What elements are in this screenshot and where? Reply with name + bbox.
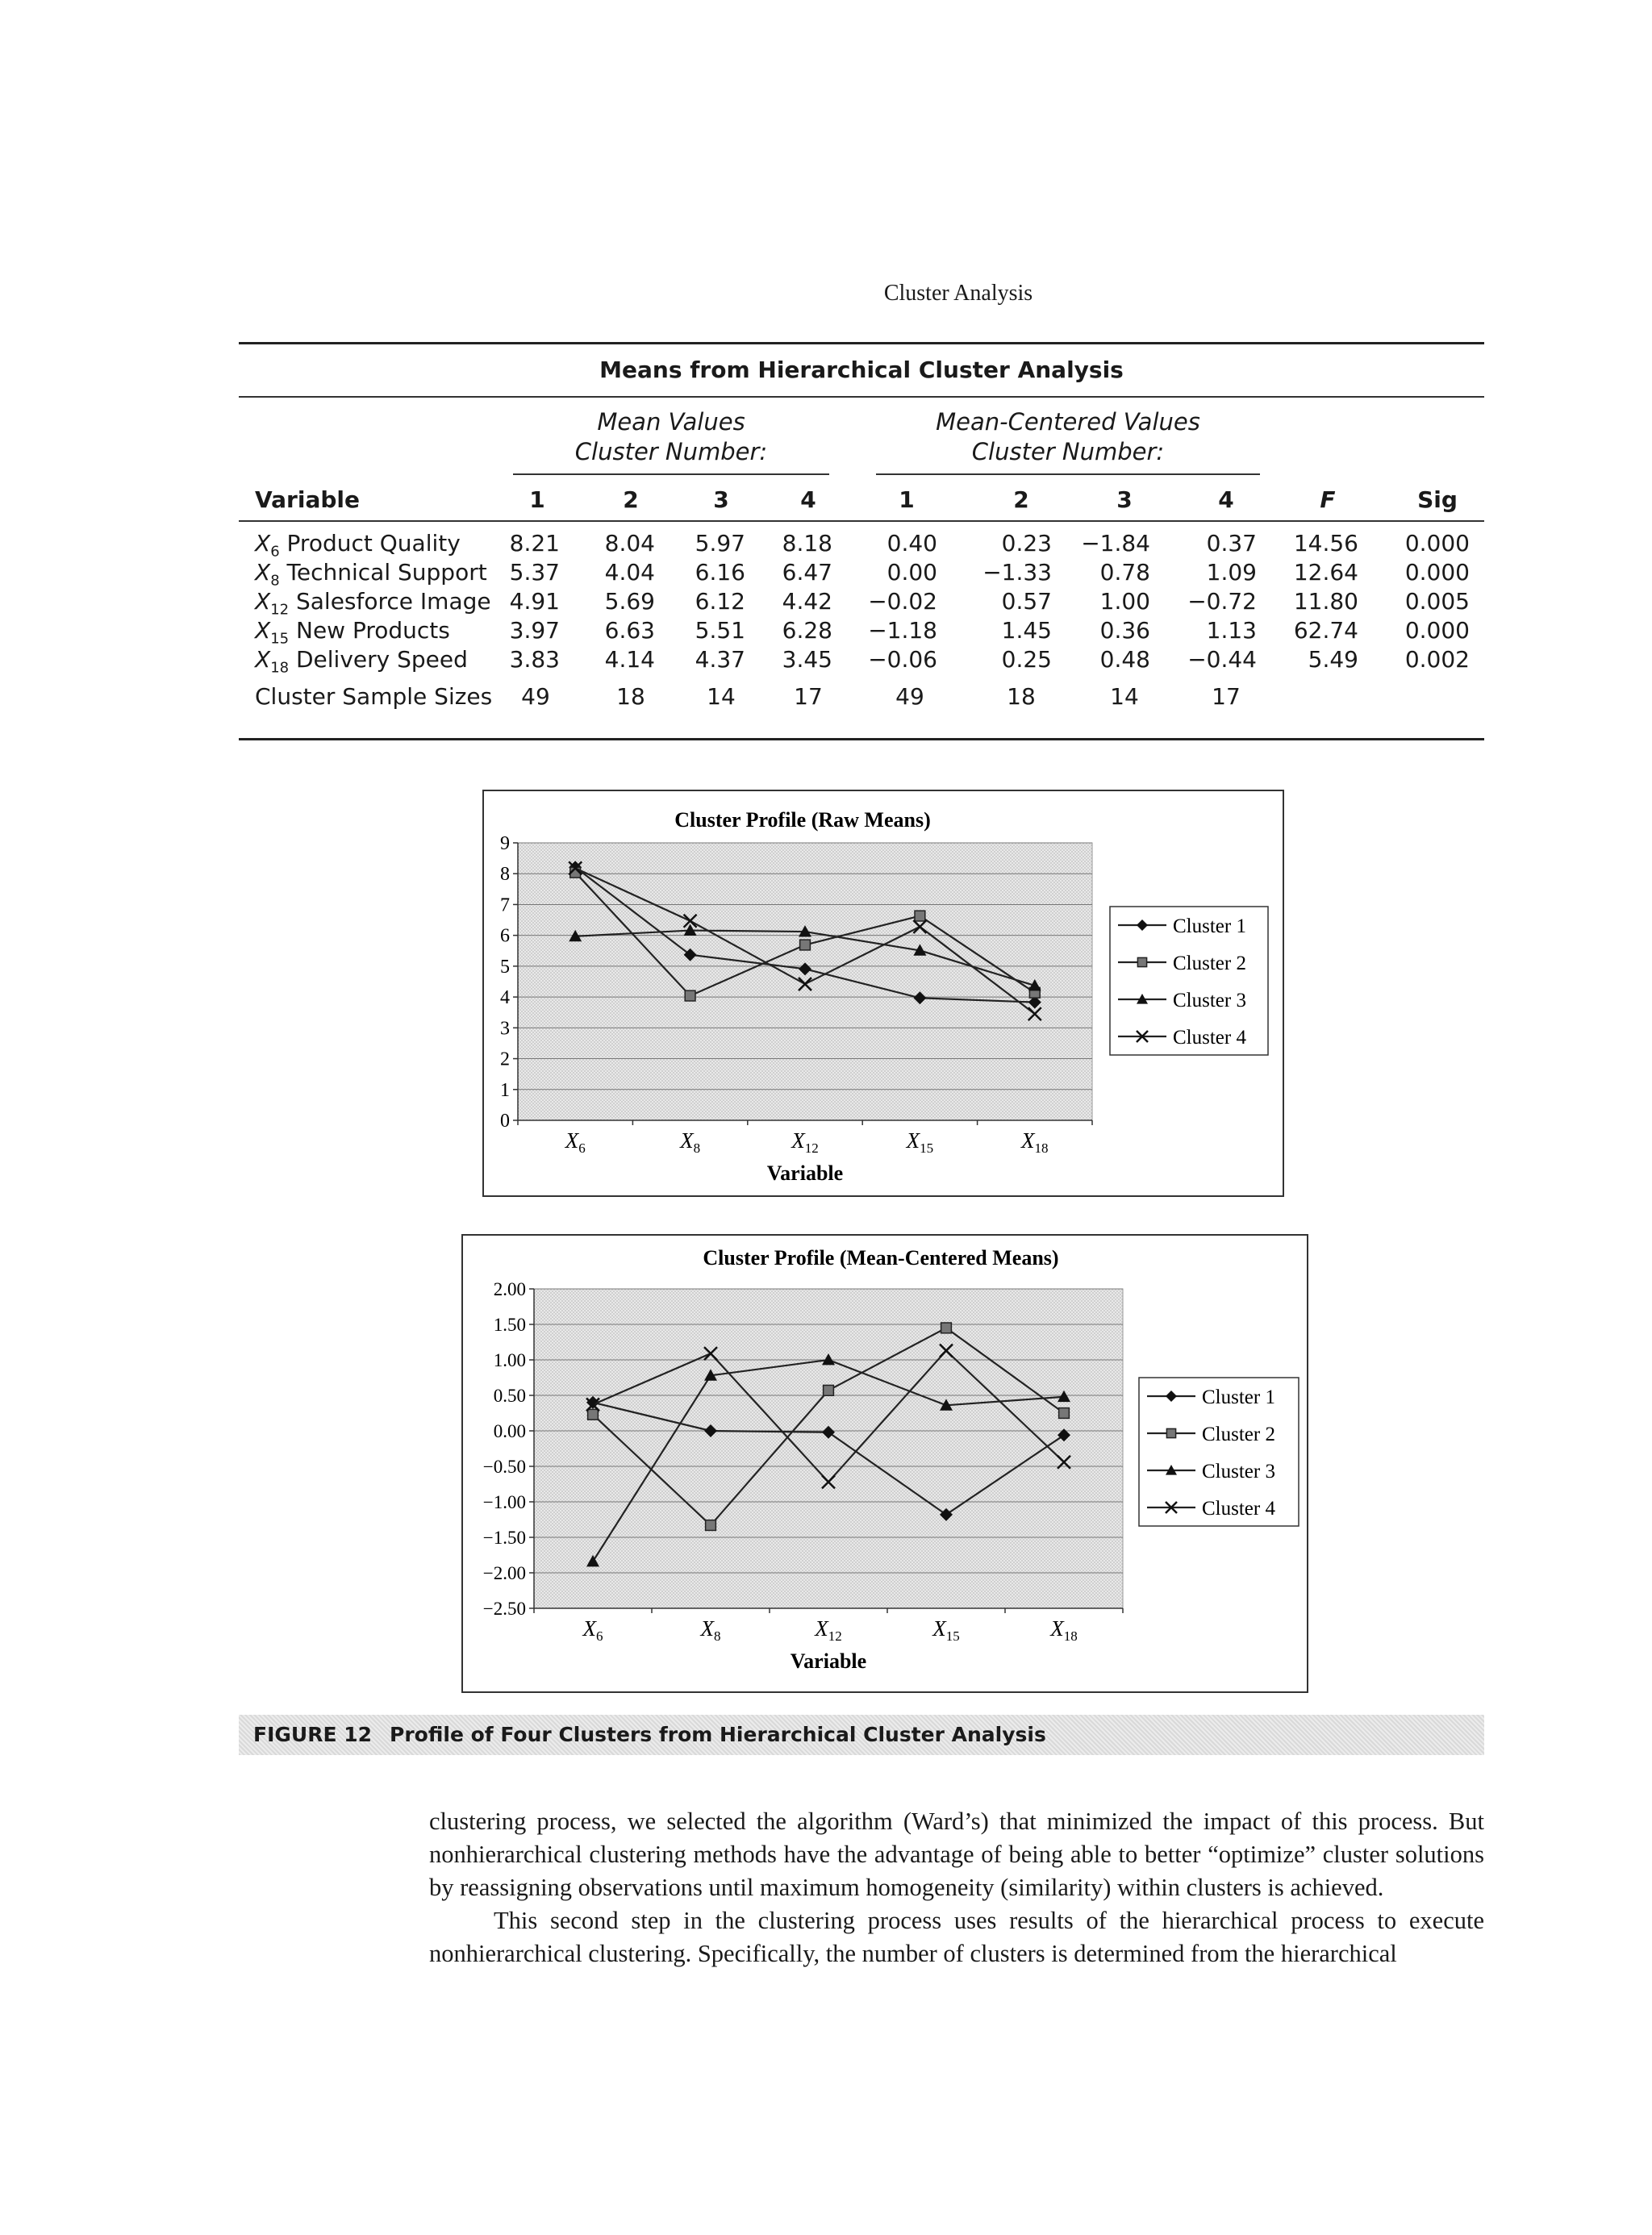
var-symbol: X (255, 588, 271, 615)
table-cell: 4.04 (604, 559, 655, 586)
x-axis-label: Variable (766, 1161, 844, 1185)
y-tick-label: −1.50 (482, 1528, 526, 1548)
y-tick-label: −2.50 (482, 1599, 526, 1619)
legend-label: Cluster 2 (1173, 953, 1246, 974)
table-cell: 1.00 (1099, 588, 1150, 615)
y-tick-label: 0 (500, 1111, 510, 1132)
raw-means-chart-svg (484, 791, 1283, 1195)
header-cell: F (1320, 486, 1336, 513)
x-label-subscript: 8 (693, 1140, 701, 1156)
var-symbol: X (255, 530, 271, 557)
x-tick-label (679, 1128, 700, 1156)
table-cell: 0.40 (886, 530, 937, 557)
y-tick-label: 1.00 (493, 1350, 526, 1370)
figure-caption: Profile of Four Clusters from Hierarchical Cluster Analysis (390, 1723, 1046, 1746)
table-cell: 6.16 (695, 559, 745, 586)
table-cell: 5.49 (1308, 646, 1358, 673)
table-cell: 6.28 (782, 617, 832, 644)
y-tick-label: 0.00 (493, 1421, 526, 1441)
y-tick-label: 7 (500, 894, 510, 916)
x-tick-label (582, 1616, 603, 1644)
table-cell: −0.44 (1187, 646, 1257, 673)
sample-size-cell: 14 (1110, 683, 1139, 710)
table-cell: 4.42 (782, 588, 832, 615)
table-cell: 0.000 (1404, 617, 1470, 644)
x-label-subscript: 18 (1063, 1628, 1078, 1644)
table-cell: 0.000 (1404, 559, 1470, 586)
table-cell: 4.14 (604, 646, 655, 673)
table-cell: 0.57 (1001, 588, 1052, 615)
group-label-line1: Mean-Centered Values (936, 408, 1200, 436)
table-group-header (239, 398, 1484, 486)
square-marker (588, 1409, 599, 1420)
table-cell: 4.37 (695, 646, 745, 673)
table-cell: 5.69 (604, 588, 655, 615)
table-cell: 3.83 (509, 646, 560, 673)
header-cell: 2 (1013, 486, 1029, 513)
legend-label: Cluster 3 (1173, 990, 1246, 1011)
var-subscript: 18 (270, 659, 290, 677)
figure-label: FIGURE 12 (253, 1723, 373, 1746)
sample-size-cell: 17 (1212, 683, 1241, 710)
group-label-line1: Mean Values (597, 408, 745, 436)
table-cell: 62.74 (1293, 617, 1358, 644)
legend-label: Cluster 3 (1202, 1461, 1275, 1482)
table-cell: 3.45 (782, 646, 832, 673)
x-label-subscript: 18 (1034, 1140, 1049, 1156)
table-cell: 0.25 (1001, 646, 1052, 673)
header-variable: Variable (255, 486, 360, 513)
x-label-subscript: 8 (714, 1628, 721, 1644)
x-label-symbol: X (680, 1128, 694, 1153)
row-variable (255, 617, 450, 648)
var-name: Product Quality (279, 530, 461, 557)
plot-area (534, 1289, 1123, 1608)
var-name: Delivery Speed (289, 646, 468, 673)
paragraph: clustering process, we selected the algorithm (Ward’s) that minimized the impact of this process. But nonhierarchical clustering methods have the advantage of being able to better “optimize” cluster solutions by reassigning observations until maximum homogeneity (similarity) within clusters is achieved. (429, 1808, 1484, 1901)
group-underline (513, 473, 829, 475)
y-tick-label: 8 (500, 864, 510, 886)
table-cell: 8.18 (782, 530, 832, 557)
var-name: Technical Support (279, 559, 487, 586)
x-label-subscript: 15 (920, 1140, 934, 1156)
var-subscript: 15 (270, 630, 290, 648)
plot-area (518, 843, 1092, 1120)
chart-title: Cluster Profile (Raw Means) (674, 808, 931, 832)
row-variable (255, 559, 487, 590)
table-cell: 8.04 (604, 530, 655, 557)
header-cell: 1 (529, 486, 545, 513)
table-cell: −1.18 (868, 617, 937, 644)
square-marker (1059, 1408, 1070, 1419)
y-tick-label: −0.50 (482, 1457, 526, 1477)
x-label-symbol: X (815, 1616, 828, 1641)
header-cell: 3 (713, 486, 729, 513)
square-marker (941, 1323, 952, 1333)
x-label-symbol: X (700, 1616, 714, 1641)
y-tick-label: 0.50 (493, 1386, 526, 1406)
header-cell: 4 (800, 486, 816, 513)
table-row (239, 530, 1484, 559)
legend-label: Cluster 2 (1202, 1424, 1275, 1445)
table-cell: 0.00 (886, 559, 937, 586)
y-tick-label: 6 (500, 925, 510, 947)
mean-centered-group (876, 407, 1260, 467)
sample-size-cell: 18 (616, 683, 645, 710)
legend-label: Cluster 4 (1173, 1027, 1246, 1049)
x-label-symbol: X (1050, 1616, 1064, 1641)
table-cell: 11.80 (1293, 588, 1358, 615)
table-cell: 0.002 (1404, 646, 1470, 673)
x-label-subscript: 6 (578, 1140, 586, 1156)
legend-label: Cluster 1 (1173, 915, 1246, 937)
y-tick-label: 2.00 (493, 1279, 526, 1299)
figure-caption-bar (239, 1715, 1484, 1755)
table-bottom-rule (239, 738, 1484, 740)
sample-size-cell: 49 (521, 683, 550, 710)
table-cell: 1.09 (1206, 559, 1257, 586)
table-column-header (239, 486, 1484, 520)
header-cell: Sig (1417, 486, 1458, 513)
y-tick-label: 4 (500, 987, 510, 1009)
sample-size-cell: 49 (895, 683, 924, 710)
y-tick-label: −2.00 (482, 1563, 526, 1583)
var-symbol: X (255, 617, 271, 644)
paragraph: This second step in the clustering process uses results of the hierarchical process to execute nonhierarchical clustering. Specifically, the number of clusters is determined from the hierarchical (429, 1907, 1484, 1967)
mean-values-group (513, 407, 829, 467)
y-tick-label: 1 (500, 1079, 510, 1101)
table-cell: 1.45 (1001, 617, 1052, 644)
x-label-subscript: 15 (945, 1628, 960, 1644)
table-cell: 0.78 (1099, 559, 1150, 586)
var-name: New Products (289, 617, 450, 644)
sample-size-cell: 14 (707, 683, 736, 710)
x-axis-label: Variable (790, 1649, 867, 1673)
means-table (239, 342, 1484, 740)
table-row (239, 588, 1484, 617)
var-symbol: X (255, 646, 271, 673)
table-cell: −0.72 (1187, 588, 1257, 615)
square-marker (915, 911, 925, 921)
group-label-line2: Cluster Number: (971, 438, 1165, 465)
running-head-text: Cluster Analysis (883, 281, 1033, 306)
table-cell: 0.005 (1404, 588, 1470, 615)
legend-label: Cluster 4 (1202, 1498, 1275, 1520)
x-label-symbol: X (582, 1616, 596, 1641)
sample-sizes-row (239, 683, 1484, 712)
group-label-line2: Cluster Number: (574, 438, 768, 465)
header-cell: 4 (1218, 486, 1234, 513)
table-body (239, 530, 1484, 738)
x-tick-label (791, 1128, 819, 1156)
x-tick-label (1049, 1616, 1078, 1644)
y-tick-label: 5 (500, 956, 510, 978)
header-cell: 3 (1116, 486, 1133, 513)
y-tick-label: 3 (500, 1018, 510, 1040)
table-cell: 6.63 (604, 617, 655, 644)
sample-size-cell: 17 (794, 683, 823, 710)
table-cell: 0.36 (1099, 617, 1150, 644)
var-symbol: X (255, 559, 271, 586)
square-marker (824, 1385, 834, 1395)
running-head (0, 281, 1652, 306)
var-subscript: 12 (270, 601, 290, 619)
legend-label: Cluster 1 (1202, 1386, 1275, 1408)
x-tick-label (906, 1128, 934, 1156)
body-text (429, 1805, 1484, 1970)
group-underline (876, 473, 1260, 475)
raw-means-chart (482, 790, 1284, 1197)
table-cell: 14.56 (1293, 530, 1358, 557)
x-tick-label (814, 1616, 842, 1644)
table-cell: 6.47 (782, 559, 832, 586)
x-tick-label (700, 1616, 721, 1644)
x-label-subscript: 12 (828, 1628, 842, 1644)
table-cell: 0.000 (1404, 530, 1470, 557)
mean-centered-chart-svg (463, 1236, 1307, 1691)
square-marker (1166, 1428, 1175, 1437)
table-title: Means from Hierarchical Cluster Analysis (599, 357, 1124, 383)
x-label-symbol: X (906, 1128, 920, 1153)
table-header-rule (239, 520, 1484, 522)
x-label-symbol: X (791, 1128, 805, 1153)
y-tick-label: 2 (500, 1049, 510, 1070)
x-tick-label (932, 1616, 960, 1644)
table-cell: −1.33 (982, 559, 1052, 586)
table-row (239, 617, 1484, 646)
table-cell: 5.37 (509, 559, 560, 586)
table-cell: 5.97 (695, 530, 745, 557)
row-variable (255, 530, 461, 561)
table-cell: 0.37 (1206, 530, 1257, 557)
header-cell: 1 (899, 486, 915, 513)
square-marker (685, 990, 695, 1001)
y-tick-label: −1.00 (482, 1492, 526, 1512)
table-cell: 4.91 (509, 588, 560, 615)
sample-sizes-label: Cluster Sample Sizes (255, 683, 493, 710)
table-cell: 0.23 (1001, 530, 1052, 557)
table-row (239, 646, 1484, 675)
x-tick-label (565, 1128, 586, 1156)
row-variable (255, 646, 468, 677)
square-marker (1137, 957, 1146, 966)
table-cell: −1.84 (1081, 530, 1150, 557)
y-tick-label: 1.50 (493, 1315, 526, 1335)
table-cell: 5.51 (695, 617, 745, 644)
table-row (239, 559, 1484, 588)
x-tick-label (1020, 1128, 1049, 1156)
table-cell: 6.12 (695, 588, 745, 615)
y-tick-label: 9 (500, 833, 510, 854)
var-subscript: 8 (270, 572, 280, 590)
square-marker (800, 940, 811, 950)
table-cell: 1.13 (1206, 617, 1257, 644)
x-label-symbol: X (1021, 1128, 1035, 1153)
x-label-subscript: 6 (596, 1628, 603, 1644)
header-cell: 2 (623, 486, 639, 513)
square-marker (706, 1520, 716, 1531)
table-cell: 3.97 (509, 617, 560, 644)
mean-centered-chart (461, 1234, 1308, 1693)
x-label-symbol: X (932, 1616, 946, 1641)
chart-title: Cluster Profile (Mean-Centered Means) (703, 1246, 1059, 1270)
sample-size-cell: 18 (1007, 683, 1036, 710)
table-cell: 8.21 (509, 530, 560, 557)
x-label-symbol: X (565, 1128, 579, 1153)
table-cell: −0.02 (868, 588, 937, 615)
var-subscript: 6 (270, 543, 280, 561)
table-cell: 12.64 (1293, 559, 1358, 586)
table-cell: −0.06 (868, 646, 937, 673)
x-label-subscript: 12 (804, 1140, 819, 1156)
table-cell: 0.48 (1099, 646, 1150, 673)
var-name: Salesforce Image (289, 588, 491, 615)
